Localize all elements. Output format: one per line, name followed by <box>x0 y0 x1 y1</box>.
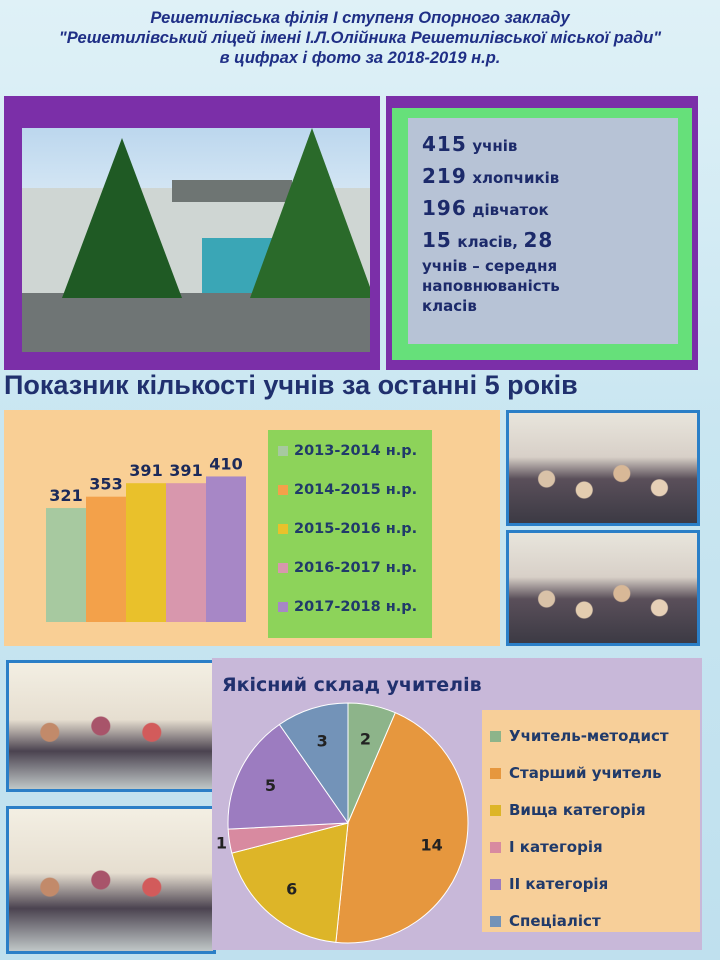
legend-swatch <box>278 563 288 573</box>
pie-value-label-1: 14 <box>420 835 443 855</box>
legend-swatch <box>490 805 501 816</box>
bar-chart-panel <box>4 410 500 646</box>
pie-value-label-2: 6 <box>286 879 298 899</box>
bar-legend-item-4 <box>278 596 417 618</box>
girls-count: 196 <box>422 196 467 220</box>
stat-students <box>422 128 670 160</box>
pie-legend-item-5 <box>490 909 601 933</box>
pie-chart-panel <box>212 658 702 950</box>
legend-swatch <box>490 879 501 890</box>
students-photo-2 <box>506 530 700 646</box>
bar-legend-label-3: 2016-2017 н.р. <box>294 560 418 576</box>
pie-legend-item-3 <box>490 835 603 859</box>
bar-legend-item-0 <box>278 440 417 462</box>
bar-chart <box>4 410 268 646</box>
bar-value-label-1: 353 <box>89 474 123 494</box>
pie-chart-title: Якісний склад учителів <box>222 674 482 696</box>
bar-value-label-3: 391 <box>169 461 203 481</box>
legend-swatch <box>490 916 501 927</box>
avg-note-line-1: учнів – середня <box>422 257 558 275</box>
bar-legend-item-3 <box>278 557 417 579</box>
students-photo-1 <box>506 410 700 526</box>
header-line-2: "Решетилівський ліцей імені І.Л.Олійника Решетилівської міської ради" <box>58 29 662 47</box>
pie-legend-label-0: Учитель-методист <box>509 727 669 745</box>
bar-legend-item-2 <box>278 518 417 540</box>
legend-swatch <box>278 485 288 495</box>
stats-frame <box>386 96 698 370</box>
stat-classes <box>422 224 670 256</box>
bar-0 <box>46 508 86 622</box>
students-label: учнів <box>472 137 518 155</box>
legend-swatch <box>278 602 288 612</box>
teachers-photo-2 <box>6 806 216 954</box>
pie-value-label-5: 3 <box>316 731 328 751</box>
pie-legend-label-5: Спеціаліст <box>509 912 601 930</box>
page-header <box>0 8 720 68</box>
avg-count: 28 <box>523 228 554 252</box>
bar-legend-label-4: 2017-2018 н.р. <box>294 599 418 615</box>
boys-count: 219 <box>422 164 467 188</box>
avg-note-line-3: класів <box>422 297 477 315</box>
legend-swatch <box>490 768 501 779</box>
pie-chart-legend <box>482 710 700 932</box>
bar-legend-label-2: 2015-2016 н.р. <box>294 521 418 537</box>
legend-swatch <box>278 446 288 456</box>
legend-swatch <box>490 842 501 853</box>
boys-label: хлопчиків <box>472 169 560 187</box>
stat-girls <box>422 192 670 224</box>
school-photo-frame <box>4 96 380 370</box>
pie-chart <box>212 658 482 950</box>
section-title: Показник кількості учнів за останні 5 років <box>4 370 578 400</box>
avg-note-line-2: наповнюваність <box>422 277 560 295</box>
bar-legend-label-0: 2013-2014 н.р. <box>294 443 418 459</box>
bar-4 <box>206 476 246 622</box>
pie-legend-item-0 <box>490 724 669 748</box>
bar-1 <box>86 497 126 622</box>
classes-label: класів, <box>457 233 518 251</box>
legend-swatch <box>278 524 288 534</box>
bar-value-label-0: 321 <box>49 486 83 506</box>
pie-value-label-4: 5 <box>264 775 276 795</box>
stats-box <box>408 118 678 344</box>
pie-legend-label-3: І категорія <box>509 838 603 856</box>
bar-chart-legend <box>268 430 432 638</box>
stat-boys <box>422 160 670 192</box>
header-line-3: в цифрах і фото за 2018-2019 н.р. <box>219 49 501 67</box>
bar-legend-item-1 <box>278 479 417 501</box>
students-count: 415 <box>422 132 467 156</box>
pie-value-label-3: 1 <box>215 833 228 853</box>
pie-legend-item-2 <box>490 798 646 822</box>
bar-value-label-4: 410 <box>209 454 243 474</box>
classes-count: 15 <box>422 228 452 252</box>
bar-legend-label-1: 2014-2015 н.р. <box>294 482 418 498</box>
bar-value-label-2: 391 <box>129 461 163 481</box>
pie-legend-label-1: Старший учитель <box>509 764 662 782</box>
pie-legend-item-1 <box>490 761 662 785</box>
pie-value-label-0: 2 <box>359 729 371 749</box>
header-line-1: Решетилівська філія І ступеня Опорного закладу <box>150 9 570 27</box>
stats-green-border <box>392 108 692 360</box>
pie-legend-label-4: ІІ категорія <box>509 875 609 893</box>
legend-swatch <box>490 731 501 742</box>
stat-average-note <box>422 256 670 316</box>
teachers-photo-1 <box>6 660 216 792</box>
school-building-photo <box>22 128 370 352</box>
bar-3 <box>166 483 206 622</box>
bar-2 <box>126 483 166 622</box>
pie-legend-item-4 <box>490 872 608 896</box>
girls-label: дівчаток <box>472 201 549 219</box>
pie-legend-label-2: Вища категорія <box>509 801 646 819</box>
